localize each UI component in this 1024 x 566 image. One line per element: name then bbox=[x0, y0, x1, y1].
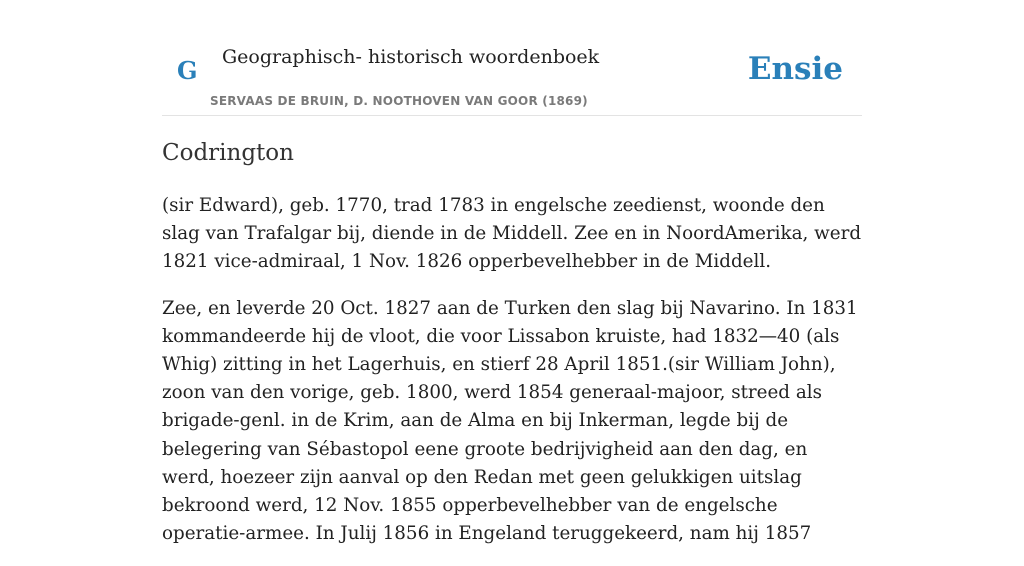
book-title[interactable]: Geographisch- historisch woordenboek bbox=[222, 46, 600, 68]
entry-paragraph: (sir Edward), geb. 1770, trad 1783 in engelsche zeedienst, woonde den slag van Trafalgar bij, diende in de Middell. Zee en in NoordAmerika, werd 1821 vice-admiraal, 1 Nov. 1826 opperbevelhebber in de Middell. bbox=[162, 195, 862, 273]
page bbox=[162, 0, 862, 545]
header bbox=[162, 0, 862, 116]
book-authors: SERVAAS DE BRUIN, D. NOOTHOVEN VAN GOOR (1869) bbox=[210, 94, 588, 108]
entry-body bbox=[162, 192, 862, 566]
entry-paragraph: Zee, en leverde 20 Oct. 1827 aan de Turken den slag bij Navarino. In 1831 kommandeerde hij de vloot, die voor Lissabon kruiste, had 1832—40 (als Whig) zitting in het Lagerhuis, en stierf 28 April 1851.(sir William John), zoon van den vorige, geb. 1800, werd 1854 generaal-majoor, streed als brigade-genl. in de Krim, aan de Alma en bij Inkerman, legde bij de belegering van Sébastopol eene groote bedrijvigheid aan den dag, en werd, hoezeer zijn aanval op den Redan met geen gelukkigen uitslag bekroond werd, 12 Nov. 1855 opperbevelhebber van de engelsche operatie-armee. In Julij 1856 in Engeland teruggekeerd, nam hij 1857 bbox=[162, 297, 858, 545]
book-logo[interactable]: G bbox=[177, 56, 198, 85]
brand-logo[interactable]: Ensie bbox=[747, 51, 843, 87]
entry-title: Codrington bbox=[162, 140, 294, 166]
